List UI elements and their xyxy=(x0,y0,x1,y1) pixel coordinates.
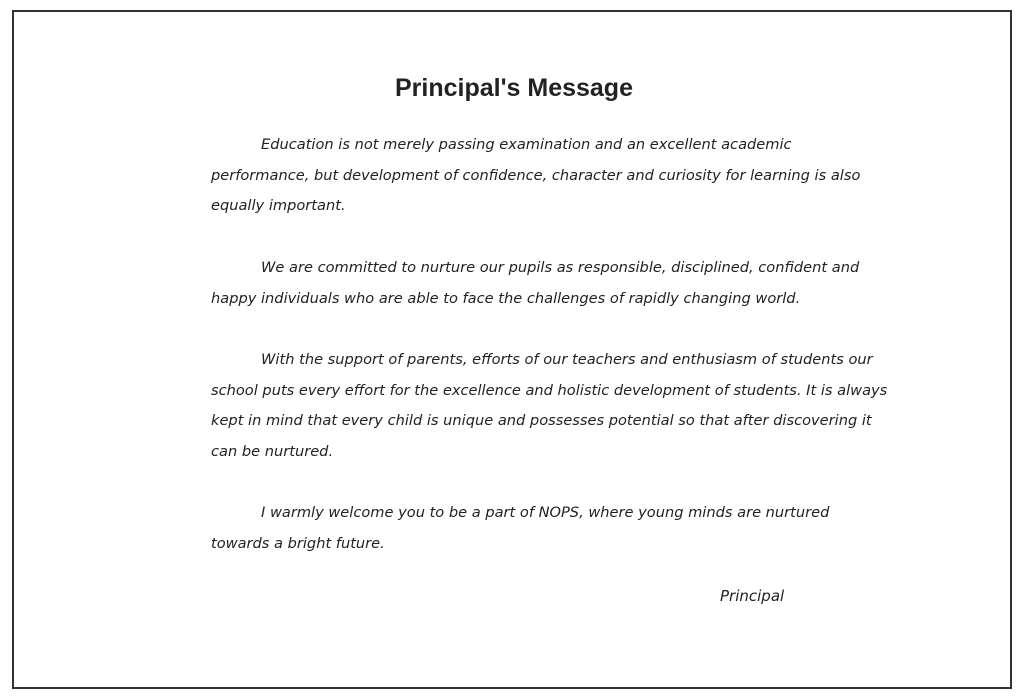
message-paragraph: Education is not merely passing examination and an excellent academic performance, but development of confidence, character and curiosity for learning is also equally important. xyxy=(211,136,861,215)
message-frame xyxy=(12,10,1012,689)
message-paragraph: With the support of parents, efforts of our teachers and enthusiasm of students our school puts every effort for the excellence and holistic development of students. It is always kept in mind that every child is unique and possesses potential so that after discovering it can be nurtured. xyxy=(211,350,888,460)
signature: Principal xyxy=(720,587,785,605)
message-paragraph: I warmly welcome you to be a part of NOPS, where young minds are nurtured towards a bright future. xyxy=(211,504,830,553)
message-paragraph: We are committed to nurture our pupils as responsible, disciplined, confident and happy individuals who are able to face the challenges of rapidly changing world. xyxy=(211,258,860,307)
page-title: Principal's Message xyxy=(394,74,633,102)
message-body xyxy=(211,130,891,590)
